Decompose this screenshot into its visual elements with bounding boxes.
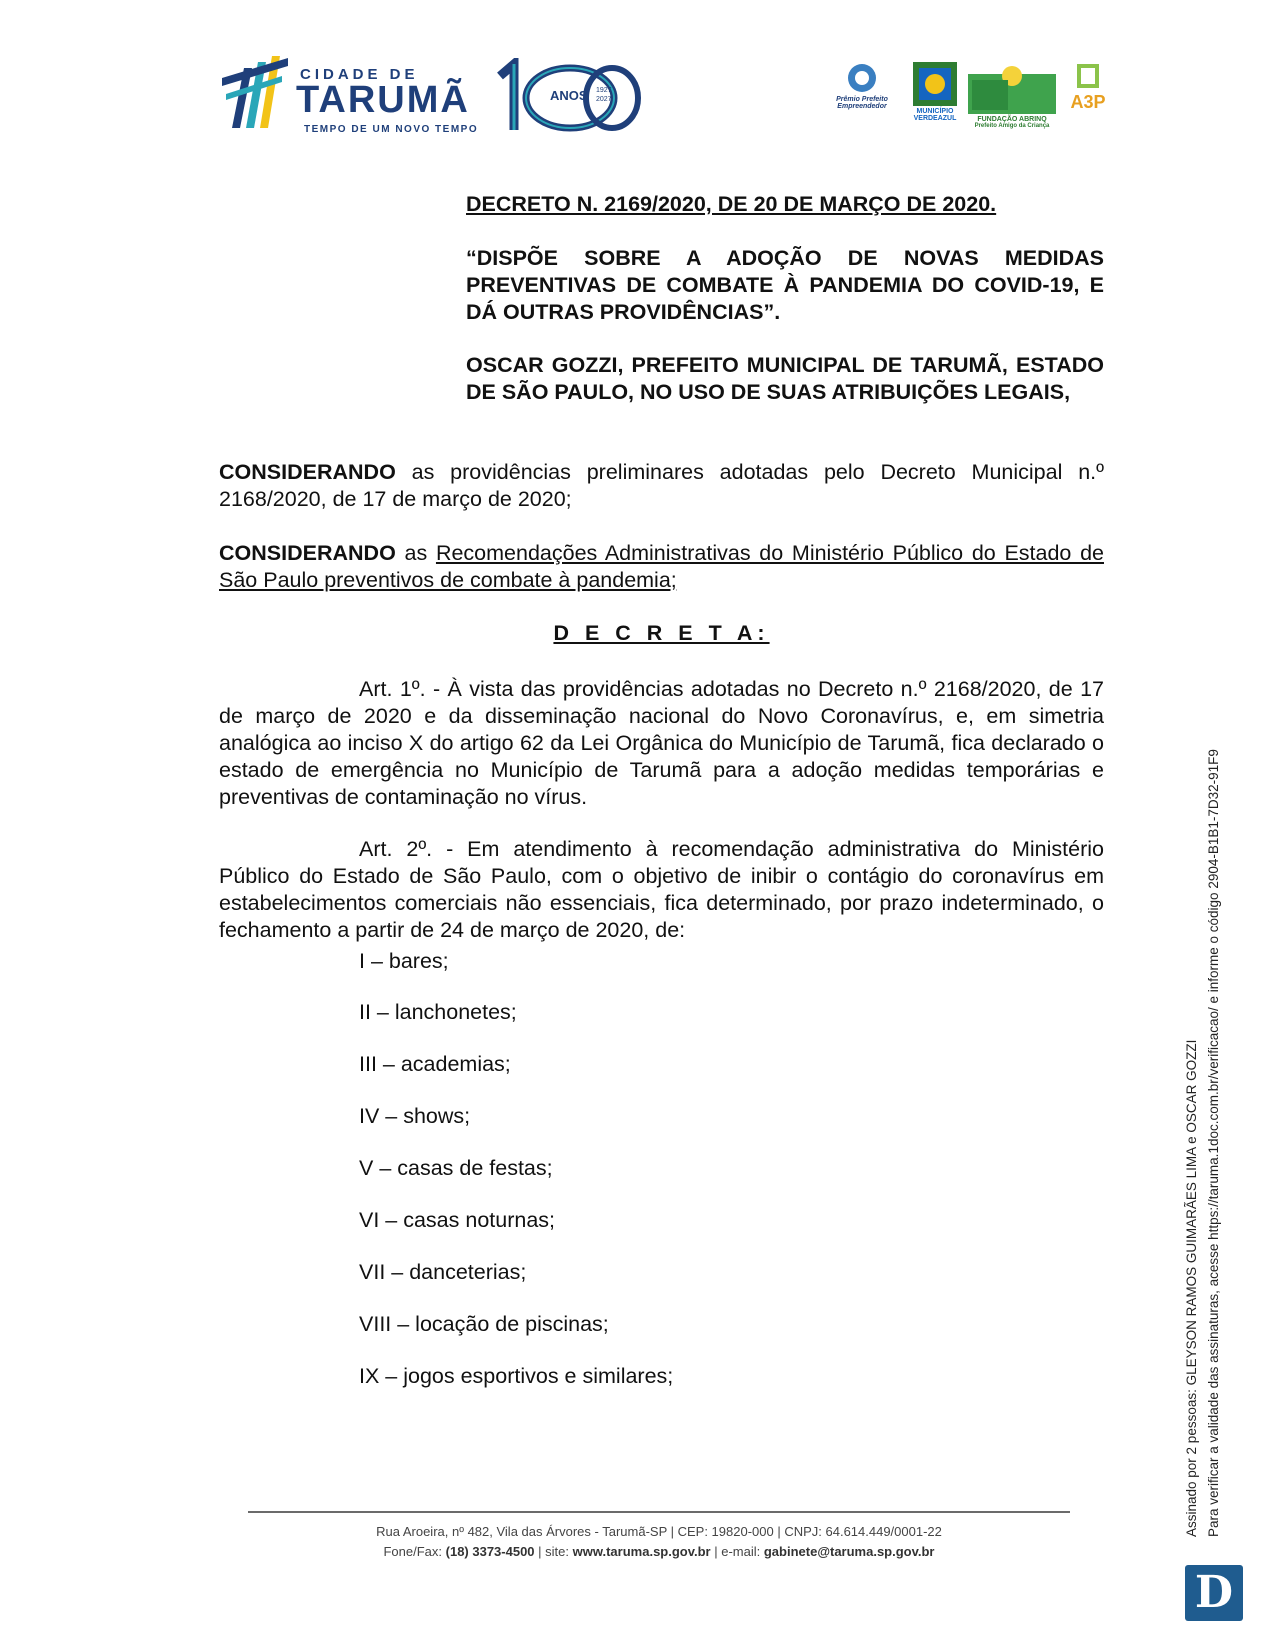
footer-contacts: Fone/Fax: (18) 3373-4500 | site: www.taruma.sp.gov.br | e-mail: gabinete@taruma.sp.gov.br — [383, 1544, 935, 1559]
city-logo — [222, 44, 482, 136]
verde-azul-icon — [913, 62, 957, 106]
considerando-2-prefix: as — [404, 541, 428, 565]
abrinq-icon — [968, 64, 1056, 114]
city-tagline: TEMPO DE UM NOVO TEMPO — [304, 124, 479, 135]
list-item: IV – shows; — [359, 1104, 471, 1128]
anniversary-years: 1927 2027 — [596, 87, 612, 103]
considerando-2 — [219, 540, 1104, 594]
city-prefix: CIDADE DE — [300, 66, 419, 83]
list-item: I – bares; — [359, 949, 449, 973]
a3p-logo: A3P — [1062, 62, 1114, 122]
abrinq-logo: FUNDAÇÃO ABRINQ Prefeito Amigo da Criança — [968, 64, 1056, 122]
list-item: VII – danceterias; — [359, 1260, 527, 1284]
a3p-leaf-icon — [1073, 62, 1103, 90]
list-item: III – academias; — [359, 1052, 511, 1076]
decree-ementa: “DISPÕE SOBRE A ADOÇÃO DE NOVAS MEDIDAS PREVENTIVAS DE COMBATE À PANDEMIA DO COVID-19, E DÁ OUTRAS PROVIDÊNCIAS”. — [466, 246, 1104, 324]
city-logo-mark-icon — [222, 48, 292, 130]
footer-divider — [248, 1511, 1070, 1513]
considerando-2-recommendations: Recomendações Administrativas do Ministério Público do Estado de São Paulo preventivos de combate à pandemia; — [219, 541, 1104, 592]
considerando-label: CONSIDERANDO — [219, 541, 396, 565]
prefeito-empreendedor-logo: Prêmio Prefeito Empreendedor — [822, 62, 902, 122]
empreendedor-badge-icon — [844, 62, 880, 94]
decreta-heading: D E C R E T A: — [553, 621, 770, 645]
anniversary-logo — [492, 58, 642, 138]
footer-address: Rua Aroeira, nº 482, Vila das Árvores - Tarumã-SP | CEP: 19820-000 | CNPJ: 64.614.449/0001-22 — [376, 1524, 942, 1539]
anniversary-label: ANOS — [550, 88, 588, 103]
footer-email-link[interactable]: gabinete@taruma.sp.gov.br — [763, 1544, 935, 1559]
list-item: VIII – locação de piscinas; — [359, 1312, 609, 1336]
municipio-verde-azul-logo: MUNICÍPIO VERDEAZUL — [912, 62, 958, 124]
list-item: VI – casas noturnas; — [359, 1208, 555, 1232]
list-item: IX – jogos esportivos e similares; — [359, 1364, 674, 1388]
decree-preamble: OSCAR GOZZI, PREFEITO MUNICIPAL DE TARUMÃ, ESTADO DE SÃO PAULO, NO USO DE SUAS ATRIBUIÇÕES LEGAIS, — [466, 353, 1104, 404]
list-item: V – casas de festas; — [359, 1156, 553, 1180]
city-name: TARUMÃ — [296, 79, 470, 121]
verification-notice: Para verificar a validade das assinaturas, acesse https://taruma.1doc.com.br/verificacao/ e informe o código 2904-B1B1-7D32-91F9 — [1206, 749, 1221, 1537]
1doc-badge-icon[interactable]: D — [1185, 1565, 1243, 1621]
article-1: Art. 1º. - À vista das providências adotadas no Decreto n.º 2168/2020, de 17 de março de 2020 e da disseminação nacional do Novo Coronavírus, e, em simetria analógica ao inciso X do artigo 62 da Lei Orgânica do Município de Tarumã, fica declarado o estado de emergência no Município de Tarumã para a adoção medidas temporárias e preventivas de contaminação no vírus. — [219, 677, 1104, 809]
considerando-label: CONSIDERANDO — [219, 460, 396, 484]
considerando-1 — [219, 459, 1104, 513]
footer-phone: (18) 3373-4500 — [445, 1544, 535, 1559]
decree-title: DECRETO N. 2169/2020, DE 20 DE MARÇO DE 2020. — [466, 192, 997, 216]
article-2: Art. 2º. - Em atendimento à recomendação administrativa do Ministério Público do Estado de São Paulo, com o objetivo de inibir o contágio do coronavírus em estabelecimentos comerciais não essenciais, fica determinado, por prazo indeterminado, o fechamento a partir de 24 de março de 2020, de: — [219, 837, 1104, 942]
list-item: II – lanchonetes; — [359, 1000, 517, 1024]
footer-site-link[interactable]: www.taruma.sp.gov.br — [572, 1544, 711, 1559]
considerando-1-text: as providências preliminares adotadas pelo Decreto Municipal n.º 2168/2020, de 17 de março de 2020; — [219, 460, 1104, 511]
signature-notice: Assinado por 2 pessoas: GLEYSON RAMOS GUIMARÃES LIMA e OSCAR GOZZI — [1184, 1039, 1199, 1537]
